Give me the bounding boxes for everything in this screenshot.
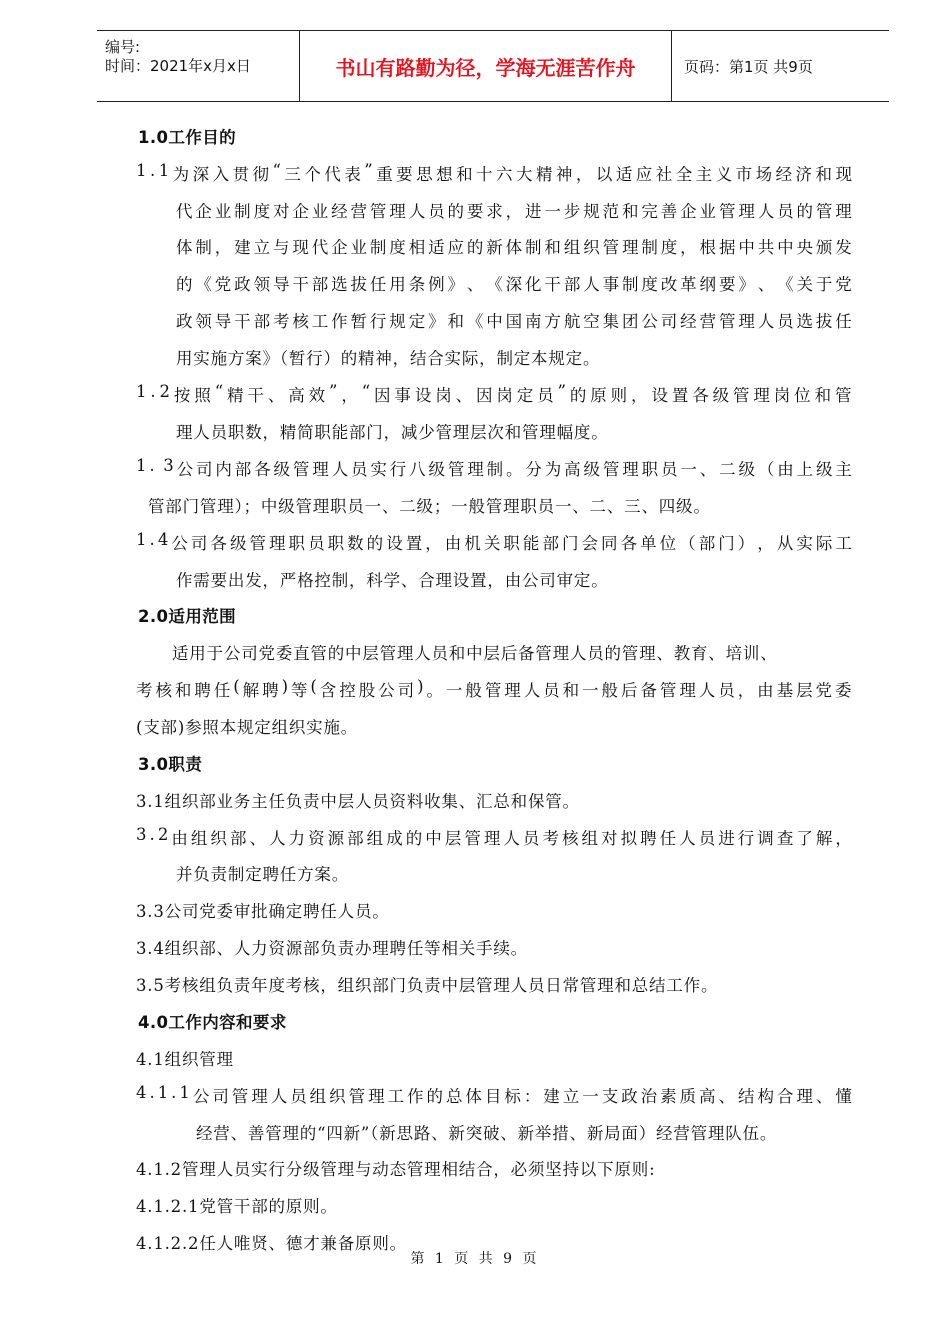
paragraph-line: 管部门管理）；中级管理职员一、二级；一般管理职员一、二、三、四级。	[148, 497, 711, 516]
document-header	[97, 30, 889, 102]
section-heading-4: 4.0工作内容和要求	[138, 1013, 287, 1032]
paragraph-line: 1 . 2 按 照 “ 精 干 、 高 效 ” ， “ 因 事 设 岗 、 因 岗 定 员 ” 的 原 则 ， 设 置 各 级 管 理 岗 位 和 管	[136, 382, 852, 405]
paragraph-line: 代 企 业 制 度 对 企 业 经 营 管 理 人 员 的 要 求 ， 进 一 步 规 范 和 完 善 企 业 管 理 人 员 的 管 理	[176, 202, 852, 221]
document-time-label: 时间：2021年x月x日	[105, 57, 251, 75]
paragraph-line: 用实施方案》（暂行）的精神，结合实际，制定本规定。	[176, 349, 601, 368]
section-heading-2: 2.0适用范围	[138, 607, 237, 626]
paragraph-line: (支部)参照本规定组织实施。	[136, 718, 359, 737]
paragraph-line: 3 . 2 由 组 织 部 、 人 力 资 源 部 组 成 的 中 层 管 理 人 员 考 核 组 对 拟 聘 任 人 员 进 行 调 查 了 解 ，	[136, 825, 852, 848]
paragraph-line: 3.5考核组负责年度考核，组织部门负责中层管理人员日常管理和总结工作。	[136, 976, 719, 995]
paragraph-line: 4.1.2.1党管干部的原则。	[136, 1197, 338, 1216]
page-footer: 第 1 页 共 9 页	[410, 1251, 540, 1267]
section-heading-1: 1.0工作目的	[138, 128, 237, 147]
paragraph-line: 3.3公司党委审批确定聘任人员。	[136, 902, 390, 921]
paragraph-line: 1 . 3 公 司 内 部 各 级 管 理 人 员 实 行 八 级 管 理 制 。 分 为 高 级 管 理 职 员 一 、 二 级 （ 由 上 级 主	[136, 456, 852, 479]
header-page-info: 页码：第1页 共9页	[684, 57, 813, 76]
section-heading-3: 3.0职责	[138, 755, 203, 774]
paragraph-line: 理人员职数，精简职能部门，减少管理层次和管理幅度。	[176, 423, 609, 442]
paragraph-line: 3.4组织部、人力资源部负责办理聘任等相关手续。	[136, 939, 528, 958]
paragraph-line: 4 . 1 . 1 公 司 管 理 人 员 组 织 管 理 工 作 的 总 体 目 标 ： 建 立 一 支 政 治 素 质 高 、 结 构 合 理 、 懂	[136, 1083, 852, 1106]
paragraph-line: 3.1组织部业务主任负责中层人员资料收集、汇总和保管。	[136, 792, 580, 811]
paragraph-line: 1 . 4 公 司 各 级 管 理 职 员 职 数 的 设 置 ， 由 机 关 职 能 部 门 会 同 各 单 位 （ 部 门 ） ， 从 实 际 工	[136, 530, 852, 553]
paragraph-line: 4.1.2.2任人唯贤、德才兼备原则。	[136, 1234, 407, 1253]
paragraph-line: 适用于公司党委直管的中层管理人员和中层后备管理人员的管理、教育、培训、	[172, 644, 778, 663]
document-number-label: 编号:	[105, 38, 141, 56]
paragraph-line: 并负责制定聘任方案。	[176, 865, 349, 884]
paragraph-line: 考 核 和 聘 任 ( 解 聘 ) 等 ( 含 控 股 公 司 ) 。 一 般 管 理 人 员 和 一 般 后 备 管 理 人 员 ， 由 基 层 党 委	[136, 677, 852, 700]
header-meta-cell	[97, 31, 300, 101]
header-motto: 书山有路勤为径，学海无涯苦作舟	[300, 31, 672, 101]
paragraph-line: 的 《 党 政 领 导 干 部 选 拔 任 用 条 例 》 、 《 深 化 干 部 人 事 制 度 改 革 纲 要 》 、 《 关 于 党	[176, 275, 852, 294]
paragraph-line: 体 制 ， 建 立 与 现 代 企 业 制 度 相 适 应 的 新 体 制 和 组 织 管 理 制 度 ， 根 据 中 共 中 央 颁 发	[176, 238, 852, 257]
paragraph-line: 1 . 1 为 深 入 贯 彻 “ 三 个 代 表 ” 重 要 思 想 和 十 六 大 精 神 ， 以 适 应 社 全 主 义 市 场 经 济 和 现	[136, 161, 852, 184]
paragraph-line: 经营、善管理的“四新”（新思路、新突破、新举措、新局面）经营管理队伍。	[196, 1124, 778, 1143]
paragraph-line: 4.1组织管理	[136, 1050, 234, 1069]
paragraph-line: 政 领 导 干 部 考 核 工 作 暂 行 规 定 》 和 《 中 国 南 方 航 空 集 团 公 司 经 营 管 理 人 员 选 拔 任	[176, 312, 852, 331]
paragraph-line: 4.1.2管理人员实行分级管理与动态管理相结合，必须坚持以下原则:	[136, 1160, 656, 1179]
paragraph-line: 作需要出发，严格控制，科学、合理设置，由公司审定。	[176, 571, 609, 590]
